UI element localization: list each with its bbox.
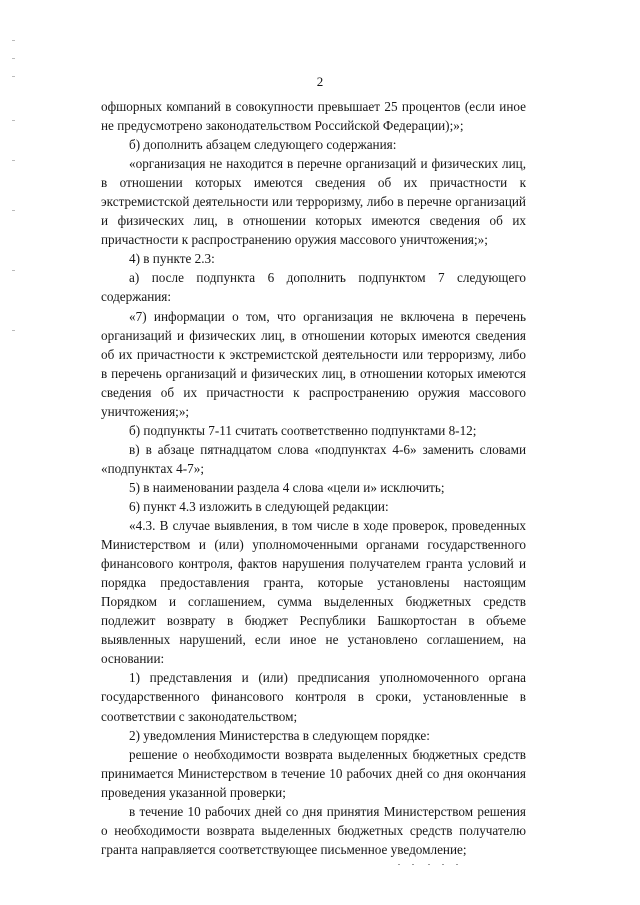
paragraph: «4.3. В случае выявления, в том числе в ходе проверок, проведенных Министерством и (или) уполномоченными органами государственного финансового контроля, фактов нарушения получателем гранта условий и порядка предоставления гранта, которые установлены настоящим Порядком и соглашением, сумма выделенных бюджетных средств подлежит возврату в бюджет Республики Башкортостан в объеме выявленных нарушений, если иное не установлено соглашением, на основании: [101, 518, 526, 667]
paragraph: 6) пункт 4.3 изложить в следующей редакции: [129, 498, 389, 514]
paragraph: 1) представления и (или) предписания уполномоченного органа государственного финансового контроля в сроки, установленные в соответствии с законодательством; [101, 670, 526, 724]
paragraph: б) подпункты 7-11 считать соответственно подпунктами 8-12; [129, 422, 477, 438]
paragraph: решение о необходимости возврата выделенных бюджетных средств принимается Министерством в течение 10 рабочих дней со дня окончания проведения указанной проверки; [101, 746, 526, 800]
document-body [101, 97, 526, 859]
paragraph: в течение 10 рабочих дней со дня принятия Министерством решения о необходимости возврата выделенных бюджетных средств получателю гранта направляется соответствующее письменное уведомление; [101, 803, 526, 857]
paragraph: в) в абзаце пятнадцатом слова «подпунктах 4-6» заменить словами «подпунктах 4-7»; [101, 441, 526, 476]
paragraph: б) дополнить абзацем следующего содержания: [129, 137, 397, 153]
page-number: 2 [316, 74, 324, 89]
paragraph: 4) в пункте 2.3: [129, 251, 215, 267]
paragraph: а) после подпункта 6 дополнить подпунктом 7 следующего содержания: [101, 270, 526, 305]
paragraph: 5) в наименовании раздела 4 слова «цели и» исключить; [129, 479, 445, 495]
scan-artifact-dots [398, 864, 478, 868]
paragraph: «организация не находится в перечне организаций и физических лиц, в отношении которых имеются сведения об их причастности к экстремистской деятельности или терроризму, либо в перечне организаций и физических лиц, в отношении которых имеются сведения об их причастности к распространению оружия массового уничтожения;»; [101, 156, 526, 248]
paragraph: «7) информации о том, что организация не включена в перечень организаций и физических лиц, в отношении которых имеются сведения об их причастности к экстремистской деятельности или терроризму, либо в перечень организаций и физических лиц, в отношении которых имеются сведения об их причастности к распространению оружия массового уничтожения;»; [101, 308, 526, 419]
paragraph: 2) уведомления Министерства в следующем порядке: [129, 727, 430, 743]
paragraph: офшорных компаний в совокупности превышает 25 процентов (если иное не предусмотрено законодательством Российской Федерации);»; [101, 99, 526, 134]
